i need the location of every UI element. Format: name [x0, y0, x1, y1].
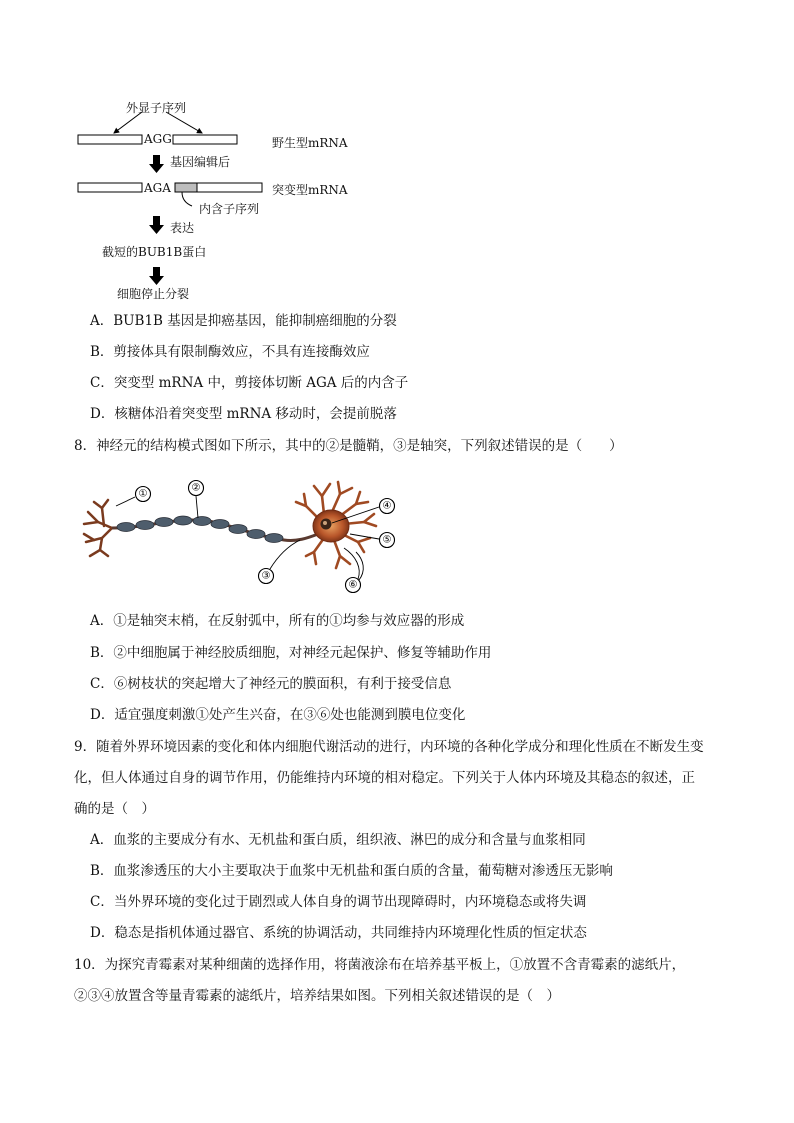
q10-stem-line-2: ②③④放置含等量青霉素的滤纸片，培养结果如图。下列相关叙述错误的是（ ） — [74, 988, 560, 1004]
q8-option-a: A．①是轴突末梢，在反射弧中，所有的①均参与效应器的形成 — [90, 613, 465, 629]
neuron-label-2: ② — [191, 482, 201, 494]
splicing-diagram — [70, 92, 390, 304]
q7-option-b: B．剪接体具有限制酶效应，不具有连接酶效应 — [90, 344, 370, 360]
neuron-label-3: ③ — [261, 570, 271, 582]
mut-sequence: AGA — [144, 181, 171, 195]
intron-sequence-label: 内含子序列 — [199, 202, 260, 216]
neuron-label-5: ⑤ — [382, 534, 392, 546]
q7-option-a: A．BUB1B 基因是抑癌基因，能抑制癌细胞的分裂 — [90, 313, 397, 329]
mut-exon-left — [78, 183, 142, 192]
cell-division-stop-label: 细胞停止分裂 — [117, 287, 190, 301]
neuron-label-6: ⑥ — [348, 579, 358, 591]
q7-option-d: D．核糖体沿着突变型 mRNA 移动时，会提前脱落 — [90, 406, 397, 422]
step-gene-editing: 基因编辑后 — [170, 155, 231, 169]
q8-option-d: D．适宜强度刺激①处产生兴奋，在③⑥处也能测到膜电位变化 — [90, 707, 466, 723]
exon-sequence-label: 外显子序列 — [126, 101, 187, 115]
intron-segment — [175, 183, 197, 192]
q9-stem-line-3: 确的是（ ） — [74, 801, 155, 817]
block-arrow-2 — [149, 216, 164, 234]
q8-option-b: B．②中细胞属于神经胶质细胞，对神经元起保护、修复等辅助作用 — [90, 645, 492, 661]
q9-option-a: A．血浆的主要成分有水、无机盐和蛋白质，组织液、淋巴的成分和含量与血浆相同 — [90, 832, 586, 848]
myelin-sheath — [117, 516, 283, 543]
mut-mrna-label: 突变型mRNA — [272, 183, 348, 197]
wt-exon-right — [173, 135, 237, 144]
neuron-figure — [74, 476, 414, 598]
neuron-diagram — [74, 476, 414, 598]
q9-option-d: D．稳态是指机体通过器官、系统的协调活动，共同维持内环境理化性质的恒定状态 — [90, 925, 587, 941]
axon-terminal — [84, 500, 112, 556]
q9-option-c: C．当外界环境的变化过于剧烈或人体自身的调节出现障碍时，内环境稳态或将失调 — [90, 894, 587, 910]
mut-exon-right — [197, 183, 262, 192]
q8-option-c: C．⑥树枝状的突起增大了神经元的膜面积，有利于接受信息 — [90, 676, 452, 692]
q8-stem: 8．神经元的结构模式图如下所示，其中的②是髓鞘，③是轴突，下列叙述错误的是（ ） — [74, 438, 623, 454]
q7-option-c: C．突变型 mRNA 中，剪接体切断 AGA 后的内含子 — [90, 375, 409, 391]
q9-option-b: B．血浆渗透压的大小主要取决于血浆中无机盐和蛋白质的含量，葡萄糖对渗透压无影响 — [90, 863, 613, 879]
neuron-label-1: ① — [138, 488, 148, 500]
neuron-label-4: ④ — [382, 500, 392, 512]
block-arrow-1 — [149, 155, 164, 173]
step-expression: 表达 — [170, 221, 195, 235]
mrna-splicing-figure — [70, 92, 390, 304]
q9-stem-line-2: 化，但人体通过自身的调节作用，仍能维持内环境的相对稳定。下列关于人体内环境及其稳态的叙述，正 — [74, 770, 695, 786]
wt-mrna-label: 野生型mRNA — [272, 136, 348, 150]
block-arrow-3 — [149, 267, 164, 285]
wt-sequence: AGG — [144, 132, 172, 146]
q9-stem-line-1: 9．随着外界环境因素的变化和体内细胞代谢活动的进行，内环境的各种化学成分和理化性质在不断发生变 — [74, 739, 704, 755]
truncated-protein-label: 截短的BUB1B蛋白 — [102, 245, 207, 259]
q10-stem-line-1: 10．为探究青霉素对某种细菌的选择作用，将菌液涂布在培养基平板上，①放置不含青霉素的滤纸片， — [74, 957, 686, 973]
wt-exon-left — [78, 135, 142, 144]
intron-pointer — [182, 192, 192, 206]
